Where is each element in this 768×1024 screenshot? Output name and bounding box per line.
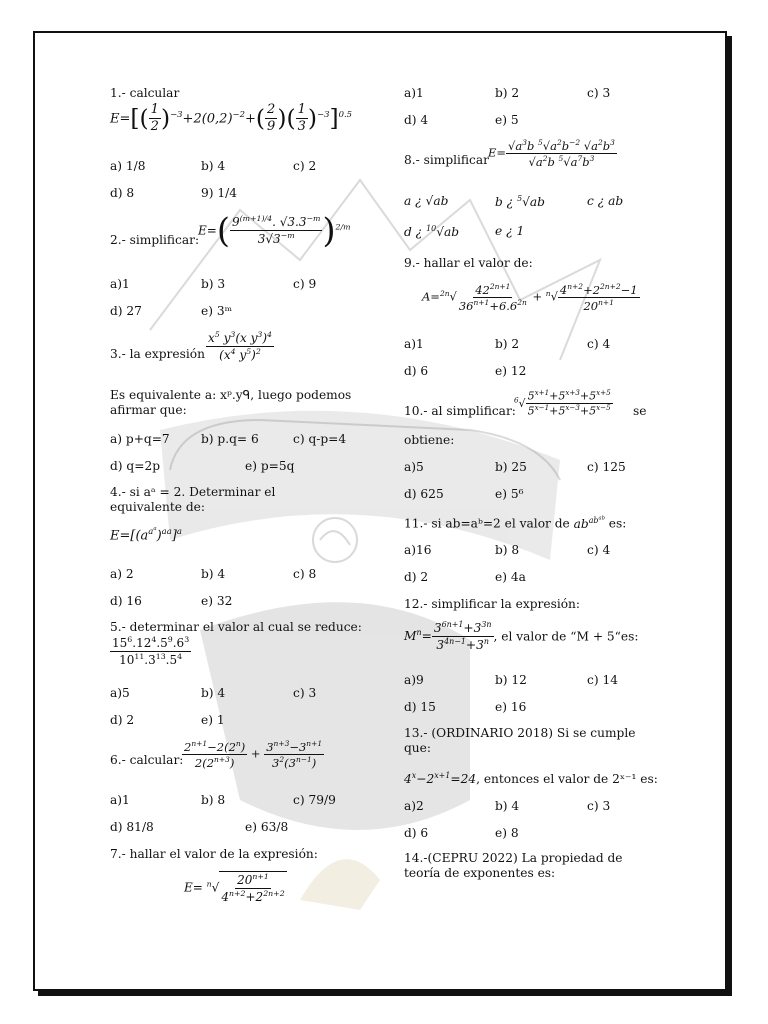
q5-option-e[interactable]: e) 1 xyxy=(201,713,225,727)
q7-formula: E= $^n$√ $\frac{20^{n+1}}{4^{n+2}+2^{2n+2}}$ xyxy=(184,872,285,904)
q7-option-b[interactable]: b) 2 xyxy=(495,86,520,100)
q9-option-a[interactable]: a)1 xyxy=(404,337,424,351)
q10-title: 10.- al simplificar: xyxy=(404,404,516,418)
q6-option-a[interactable]: a)1 xyxy=(110,793,130,807)
q3-title: 3.- la expresión xyxy=(110,347,205,361)
q1-title: 1.- calcular xyxy=(110,86,180,100)
q5-title: 5.- determinar el valor al cual se reduce: xyxy=(110,620,362,634)
q4-option-c[interactable]: c) 8 xyxy=(293,567,317,581)
q10-tail: se xyxy=(633,404,647,418)
q8-option-a[interactable]: a ¿ √ab xyxy=(404,194,449,208)
q3-formula: $\frac{x^5 y^3(x y^3)^4}{(x^4 y^5)^2}$ xyxy=(208,330,272,362)
q8-option-c[interactable]: c ¿ ab xyxy=(587,194,624,208)
q7-option-d[interactable]: d) 4 xyxy=(404,113,429,127)
q12-option-c[interactable]: c) 14 xyxy=(587,673,618,687)
q4-title: 4.- si aᵃ = 2. Determinar el equivalente de: xyxy=(110,485,276,515)
q10-formula: $^6$√ $\frac{5^{x+1}+5^{x+3}+5^{x+5}}{5^{x-1}+5^{x-3}+5^{x-5}}$ xyxy=(514,388,611,419)
q4-option-b[interactable]: b) 4 xyxy=(201,567,226,581)
q2-title: 2.- simplificar: xyxy=(110,233,200,247)
q3-option-c[interactable]: c) q-p=4 xyxy=(293,432,347,446)
q4-option-a[interactable]: a) 2 xyxy=(110,567,134,581)
right-column xyxy=(404,86,694,906)
q5-option-d[interactable]: d) 2 xyxy=(110,713,135,727)
q6-option-e[interactable]: e) 63/8 xyxy=(245,820,289,834)
q12-formula-line: $M^n=$ $\frac{3^{6n+1}+3^{3n}}{3^{4n-1}+3^n}$ , el valor de “M + 5“es: xyxy=(404,620,639,653)
q12-title: 12.- simplificar la expresión: xyxy=(404,597,581,611)
q5-formula: $\frac{15^6.12^4.5^9.6^3}{10^{11}.3^{13}.5^4}$ xyxy=(112,635,190,667)
q1-option-d[interactable]: d) 8 xyxy=(110,186,135,200)
q2-option-d[interactable]: d) 27 xyxy=(110,304,142,318)
q13-option-b[interactable]: b) 4 xyxy=(495,799,520,813)
q5-option-a[interactable]: a)5 xyxy=(110,686,130,700)
q9-option-b[interactable]: b) 2 xyxy=(495,337,520,351)
q12-option-b[interactable]: b) 12 xyxy=(495,673,527,687)
q13-option-e[interactable]: e) 8 xyxy=(495,826,519,840)
q3-option-a[interactable]: a) p+q=7 xyxy=(110,432,170,446)
q12-option-d[interactable]: d) 15 xyxy=(404,700,436,714)
q10-option-a[interactable]: a)5 xyxy=(404,460,424,474)
q13-title: 13.- (ORDINARIO 2018) Si se cumple que: xyxy=(404,726,636,756)
q11-title: 11.- si ab=aᵇ=2 el valor de $ab^{ab^{ab}}$ es: xyxy=(404,515,627,531)
q6-formula: $\frac{2^{n+1}-2(2^n)}{2(2^{n+3})}$ + $\frac{3^{n+3}-3^{n+1}}{3^2(3^{n-1})}$ xyxy=(184,739,323,771)
q2-option-c[interactable]: c) 9 xyxy=(293,277,317,291)
q3-text: Es equivalente a: xᵖ.yᑫ, luego podemos afirmar que: xyxy=(110,388,352,418)
q9-option-e[interactable]: e) 12 xyxy=(495,364,527,378)
q8-option-b[interactable]: b ¿ $^5$√ab xyxy=(495,194,545,210)
q14-title: 14.-(CEPRU 2022) La propiedad de teoría de exponentes es: xyxy=(404,851,623,881)
q12-option-e[interactable]: e) 16 xyxy=(495,700,527,714)
q4-option-e[interactable]: e) 32 xyxy=(201,594,233,608)
q3-option-d[interactable]: d) q=2p xyxy=(110,459,160,473)
q2-option-b[interactable]: b) 3 xyxy=(201,277,226,291)
q11-option-a[interactable]: a)16 xyxy=(404,543,432,557)
q5-option-b[interactable]: b) 4 xyxy=(201,686,226,700)
q6-option-b[interactable]: b) 8 xyxy=(201,793,226,807)
q13-option-d[interactable]: d) 6 xyxy=(404,826,429,840)
q6-option-d[interactable]: d) 81/8 xyxy=(110,820,154,834)
q11-option-d[interactable]: d) 2 xyxy=(404,570,429,584)
q8-option-e[interactable]: e ¿ 1 xyxy=(495,224,525,238)
q9-title: 9.- hallar el valor de: xyxy=(404,256,533,270)
q8-formula: E= $\frac{√a^3b ^5√a^2b^{-2} √a^2b^3}{√a^2b ^5√a^7b^3}$ xyxy=(488,138,615,170)
q1-option-a[interactable]: a) 1/8 xyxy=(110,159,146,173)
q7-title: 7.- hallar el valor de la expresión: xyxy=(110,847,318,861)
left-column xyxy=(110,86,400,906)
q1-option-c[interactable]: c) 2 xyxy=(293,159,317,173)
q7-option-e[interactable]: e) 5 xyxy=(495,113,519,127)
q12-option-a[interactable]: a)9 xyxy=(404,673,424,687)
q10-option-b[interactable]: b) 25 xyxy=(495,460,527,474)
q3-option-e[interactable]: e) p=5q xyxy=(245,459,295,473)
q6-title: 6.- calcular: xyxy=(110,753,184,767)
q9-option-d[interactable]: d) 6 xyxy=(404,364,429,378)
q10-option-d[interactable]: d) 625 xyxy=(404,487,444,501)
q7-option-c[interactable]: c) 3 xyxy=(587,86,611,100)
q6-option-c[interactable]: c) 79/9 xyxy=(293,793,336,807)
q8-option-d[interactable]: d ¿ $^{10}$√ab xyxy=(404,224,460,240)
q13-option-c[interactable]: c) 3 xyxy=(587,799,611,813)
q5-option-c[interactable]: c) 3 xyxy=(293,686,317,700)
q9-formula: A=$^{2n}$√ $\frac{42^{2n+1}}{36^{n+1}+6.6^{2n}}$ + $^n$√ $\frac{4^{n+2}+2^{2n+2}-1}{20^{n+1}}$ xyxy=(422,282,638,314)
q1-option-e[interactable]: 9) 1/4 xyxy=(201,186,237,200)
q11-option-c[interactable]: c) 4 xyxy=(587,543,611,557)
q11-option-b[interactable]: b) 8 xyxy=(495,543,520,557)
q2-formula: E=( $\frac{9^{(m+1)/4}. √3.3^{-m}}{3√3^{-m}}$ )$^{2/m}$ xyxy=(198,211,351,250)
q9-option-c[interactable]: c) 4 xyxy=(587,337,611,351)
q11-option-e[interactable]: e) 4a xyxy=(495,570,526,584)
q8-title: 8.- simplificar xyxy=(404,153,489,167)
q4-option-d[interactable]: d) 16 xyxy=(110,594,142,608)
q10-option-e[interactable]: e) 5⁶ xyxy=(495,487,524,501)
q1-option-b[interactable]: b) 4 xyxy=(201,159,226,173)
q10-option-c[interactable]: c) 125 xyxy=(587,460,626,474)
q4-formula: $E=[(a^{a^a})^{aa}]^a$ xyxy=(110,526,182,544)
q10-obtiene: obtiene: xyxy=(404,433,455,447)
q7-option-a[interactable]: a)1 xyxy=(404,86,424,100)
q3-option-b[interactable]: b) p.q= 6 xyxy=(201,432,259,446)
q13-formula-line: $4^x-2^{x+1}=24$, entonces el valor de 2ˣ⁻¹ es: xyxy=(404,771,658,787)
q2-option-e[interactable]: e) 3ᵐ xyxy=(201,304,233,318)
q2-option-a[interactable]: a)1 xyxy=(110,277,130,291)
q13-option-a[interactable]: a)2 xyxy=(404,799,424,813)
q1-formula: E=[( $\frac{1}{2}$ )$^{-3}+2(0,2)^{-2}+$( $\frac{2}{9}$ )( $\frac{1}{3}$ )$^{-3}$]$^{0.5}$ xyxy=(110,102,353,135)
